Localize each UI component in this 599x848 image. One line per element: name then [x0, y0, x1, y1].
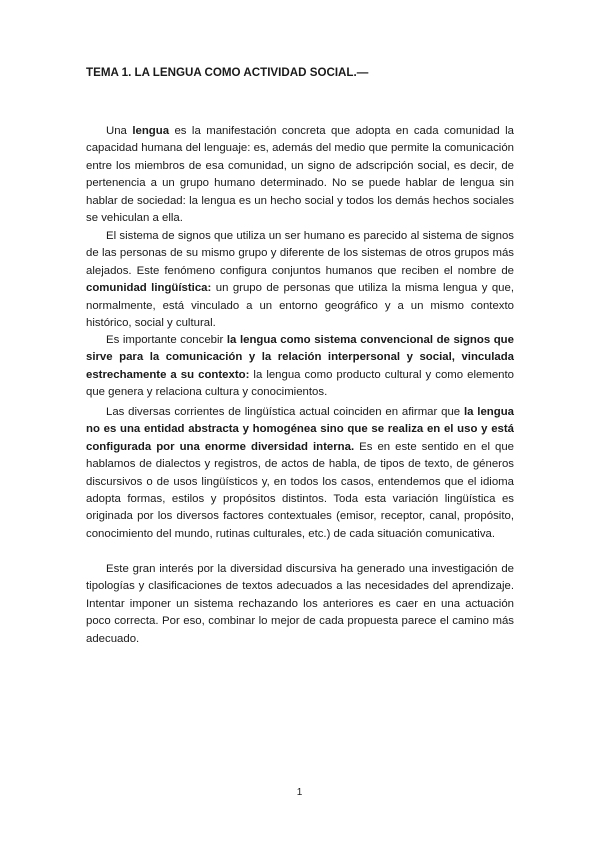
paragraph-3-seg-0: Es importante concebir: [106, 334, 227, 346]
paragraph-5-seg-0: Este gran interés por la diversidad discursiva ha generado una investigación de tipologías y clasificaciones de textos adecuados a las necesidades del aprendizaje. Intentar imponer un sistema rechazando los anteriores es caer en una actuación poco correcta. Por eso, combinar lo mejor de cada propuesta parece el camino más adecuado.: [86, 563, 514, 645]
paragraph-3-seg-1: la lengua como sistema convencional de signos que sirve para la comunicación y la relación interpersonal y social, vinculada estrechamente a su contexto:: [86, 334, 514, 381]
paragraph-4: [86, 404, 514, 543]
paragraph-1-seg-2: es la manifestación concreta que adopta en cada comunidad la capacidad humana del lenguaje: es, además del medio que permite la comunicación entre los miembros de esa comunidad, un signo de adscripción social, es decir, de pertenencia a un grupo humano determinado. No se puede hablar de lengua sin hablar de sociedad: la lengua es un hecho social y todos los demás hechos sociales se vehiculan a ella.: [86, 125, 514, 225]
paragraph-4-seg-0: Las diversas corrientes de lingüística actual coinciden en afirmar que: [106, 406, 464, 418]
paragraph-4-seg-2: Es en este sentido en el que hablamos de dialectos y registros, de actos de habla, de tipos de texto, de géneros discursivos o de usos lingüísticos y, en todos los casos, entendemos que el idioma adopta formas, estilos y propósitos distintos. Toda esta variación lingüística es originada por los diversos factores contextuales (emisor, receptor, canal, propósito, conocimiento del mundo, rutinas culturales, etc.) de cada situación comunicativa.: [86, 440, 514, 540]
paragraph-3: [86, 332, 514, 402]
paragraph-5: [86, 561, 514, 648]
paragraph-2-seg-0: El sistema de signos que utiliza un ser humano es parecido al sistema de signos de las personas de su mismo grupo y diferente de los sistemas de otros grupos más alejados. Este fenómeno configura conjuntos humanos que reciben el nombre de: [86, 230, 514, 277]
paragraph-4-seg-1: la lengua no es una entidad abstracta y homogénea sino que se realiza en el uso y está configurada por una enorme diversidad interna.: [86, 406, 514, 453]
page-number: 1: [296, 787, 303, 798]
paragraph-2-seg-1: comunidad lingüística:: [86, 282, 212, 295]
paragraph-2: [86, 228, 514, 332]
paragraph-1: [86, 123, 514, 227]
paragraph-2-seg-2: un grupo de personas que utiliza la misma lengua y que, normalmente, está vinculado a un entorno geográfico y a un mismo contexto histórico, social y cultural.: [86, 282, 514, 330]
paragraph-3-seg-2: la lengua como producto cultural y como elemento que genera y relaciona cultura y conocimientos.: [86, 368, 514, 399]
paragraph-1-seg-0: Una: [106, 125, 133, 137]
paragraph-1-seg-1: lengua: [132, 125, 170, 137]
document-title: TEMA 1. LA LENGUA COMO ACTIVIDAD SOCIAL.—: [86, 66, 369, 79]
